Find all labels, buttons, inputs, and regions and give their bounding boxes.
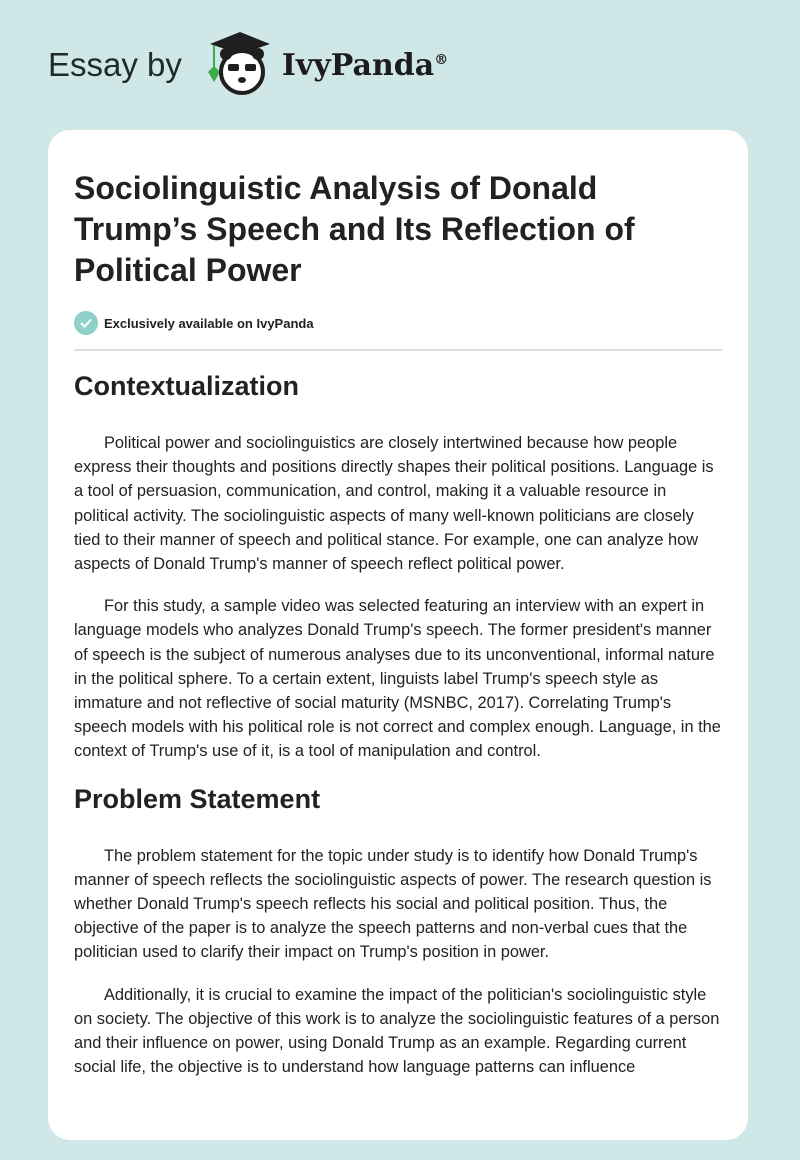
essay-title: Sociolinguistic Analysis of Donald Trump’s Speech and Its Reflection of Political Power <box>74 170 635 288</box>
section-contextualization <box>74 369 722 764</box>
paragraph: Political power and sociolinguistics are closely intertwined because how people express their thoughts and positions directly shapes their political positions. Language is a tool of persuasion, communication, and control, making it a valuable resource in political activity. The sociolinguistic aspects of many well-known politicians are closely tied to their manner of speech and political stance. For example, one can analyze how aspects of Donald Trump's manner of speech reflect political power. <box>74 434 714 574</box>
exclusive-badge <box>74 311 722 335</box>
paragraph: Additionally, it is crucial to examine the impact of the politician's sociolinguistic style on society. The objective of this work is to analyze the sociolinguistic features of a person and their influence on power, using Donald Trump as an example. Regarding current social life, the objective is to understand how language patterns can influence <box>74 985 720 1077</box>
site-header <box>48 30 448 100</box>
section-heading: Problem Statement <box>74 783 321 814</box>
divider <box>74 349 722 351</box>
essay-card <box>48 130 748 1140</box>
panda-logo-icon[interactable] <box>202 30 274 101</box>
paragraph: For this study, a sample video was selected featuring an interview with an expert in language models who analyzes Donald Trump's speech. The former president's manner of speech is the subject of numerous analyses due to its unconventional, informal nature in the political sphere. To a certain extent, linguists label Trump's speech style as immature and not reflective of social maturity (MSNBC, 2017). Correlating Trump's speech models with his political role is not correct and complex enough. Language, in the context of Trump's use of it, is a tool of manipulation and control. <box>74 597 721 761</box>
brand-text: IvyPanda <box>281 47 435 83</box>
section-problem-statement <box>74 782 722 1080</box>
essay-by-label: Essay by <box>48 46 182 83</box>
registered-mark: ® <box>434 51 449 68</box>
section-heading: Contextualization <box>74 371 300 401</box>
check-icon <box>74 311 98 335</box>
paragraph: The problem statement for the topic under study is to identify how Donald Trump's manner of speech reflects the sociolinguistic aspects of power. The research question is whether Donald Trump's speech reflects his social and political position. Thus, the objective of the paper is to analyze the speech patterns and non-verbal cues that the politician used to clarify their impact on Trump's position in power. <box>74 846 712 962</box>
badge-text: Exclusively available on IvyPanda <box>104 315 314 331</box>
brand-name[interactable] <box>282 48 448 83</box>
